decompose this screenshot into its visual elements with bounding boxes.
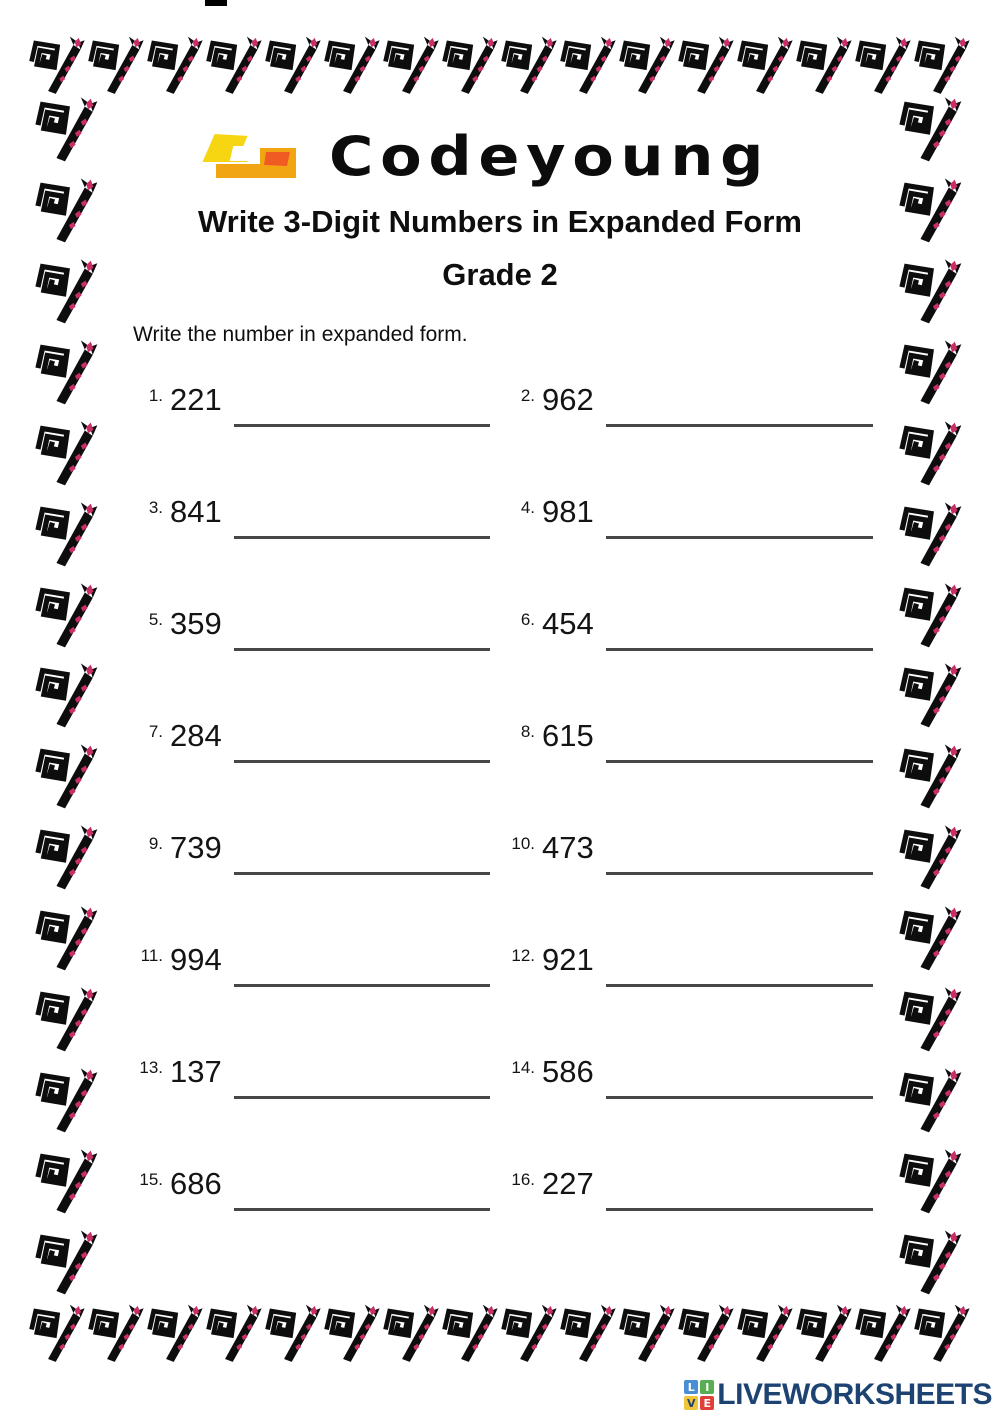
codeyoung-logo-icon [193, 126, 311, 192]
swirl-ornament-icon [323, 34, 382, 96]
swirl-ornament-icon [441, 34, 500, 96]
swirl-ornament-icon [34, 1229, 100, 1295]
border-bottom [28, 1302, 972, 1366]
answer-line-input[interactable] [234, 1167, 490, 1211]
problem-value: 981 [542, 494, 594, 529]
swirl-ornament-icon [913, 1302, 972, 1364]
answer-line-input[interactable] [606, 831, 873, 875]
swirl-ornament-icon [618, 34, 677, 96]
swirl-ornament-icon [34, 1148, 100, 1214]
problem-value: 841 [170, 494, 222, 529]
top-edge-mark [205, 0, 227, 6]
swirl-ornament-icon [559, 1302, 618, 1364]
problem-item [133, 383, 490, 427]
swirl-ornament-icon [898, 662, 964, 728]
problem-number: 8. [520, 722, 535, 741]
swirl-ornament-icon [500, 1302, 559, 1364]
problem-number: 7. [148, 722, 163, 741]
swirl-ornament-icon [382, 34, 441, 96]
answer-line-input[interactable] [606, 607, 873, 651]
problem-item [505, 383, 873, 427]
problem-value: 473 [542, 830, 594, 865]
answer-line-input[interactable] [606, 943, 873, 987]
swirl-ornament-icon [87, 34, 146, 96]
answer-line-input[interactable] [606, 719, 873, 763]
problem-item [505, 1055, 873, 1099]
problem-value: 359 [170, 606, 222, 641]
swirl-ornament-icon [34, 824, 100, 890]
swirl-ornament-icon [898, 1067, 964, 1133]
problem-value: 221 [170, 382, 222, 417]
problem-number: 5. [148, 610, 163, 629]
problem-value: 227 [542, 1166, 594, 1201]
problem-item [505, 943, 873, 987]
swirl-ornament-icon [34, 420, 100, 486]
problem-value: 962 [542, 382, 594, 417]
problem-number: 13. [139, 1058, 163, 1077]
swirl-ornament-icon [34, 96, 100, 162]
swirl-ornament-icon [441, 1302, 500, 1364]
answer-line-input[interactable] [234, 831, 490, 875]
answer-line-input[interactable] [234, 383, 490, 427]
lw-square-i: I [700, 1380, 714, 1394]
swirl-ornament-icon [677, 34, 736, 96]
problem-number: 16. [511, 1170, 535, 1189]
answer-line-input[interactable] [606, 1055, 873, 1099]
answer-line-input[interactable] [606, 495, 873, 539]
codeyoung-wordmark: Codeyoung [329, 125, 771, 188]
problem-item [133, 943, 490, 987]
swirl-ornament-icon [34, 986, 100, 1052]
swirl-ornament-icon [264, 34, 323, 96]
border-top [28, 34, 972, 98]
problem-item [133, 607, 490, 651]
swirl-ornament-icon [898, 986, 964, 1052]
swirl-ornament-icon [34, 582, 100, 648]
lw-square-v: V [684, 1396, 698, 1410]
swirl-ornament-icon [618, 1302, 677, 1364]
answer-line-input[interactable] [234, 943, 490, 987]
answer-line-input[interactable] [234, 495, 490, 539]
codeyoung-logo [193, 125, 771, 192]
problem-value: 686 [170, 1166, 222, 1201]
swirl-ornament-icon [382, 1302, 441, 1364]
liveworksheets-icon [684, 1380, 714, 1410]
swirl-ornament-icon [898, 1229, 964, 1295]
swirl-ornament-icon [898, 420, 964, 486]
problem-value: 739 [170, 830, 222, 865]
answer-line-input[interactable] [234, 1055, 490, 1099]
swirl-ornament-icon [854, 1302, 913, 1364]
swirl-ornament-icon [323, 1302, 382, 1364]
problem-item [133, 831, 490, 875]
swirl-ornament-icon [34, 743, 100, 809]
swirl-ornament-icon [264, 1302, 323, 1364]
swirl-ornament-icon [559, 34, 618, 96]
swirl-ornament-icon [205, 34, 264, 96]
swirl-ornament-icon [34, 905, 100, 971]
problem-item [505, 1167, 873, 1211]
problem-number: 12. [511, 946, 535, 965]
swirl-ornament-icon [795, 34, 854, 96]
problem-number: 4. [520, 498, 535, 517]
swirl-ornament-icon [898, 501, 964, 567]
answer-line-input[interactable] [234, 607, 490, 651]
swirl-ornament-icon [898, 339, 964, 405]
swirl-ornament-icon [34, 662, 100, 728]
swirl-ornament-icon [28, 1302, 87, 1364]
problem-item [133, 495, 490, 539]
problem-number: 14. [511, 1058, 535, 1077]
answer-line-input[interactable] [234, 719, 490, 763]
swirl-ornament-icon [898, 743, 964, 809]
swirl-ornament-icon [898, 582, 964, 648]
swirl-ornament-icon [28, 34, 87, 96]
lw-square-l: L [684, 1380, 698, 1394]
swirl-ornament-icon [146, 1302, 205, 1364]
problem-number: 1. [148, 386, 163, 405]
problem-number: 6. [520, 610, 535, 629]
worksheet-grade: Grade 2 [442, 257, 558, 292]
swirl-ornament-icon [898, 824, 964, 890]
problem-item [133, 719, 490, 763]
answer-line-input[interactable] [606, 383, 873, 427]
problem-item [505, 607, 873, 651]
swirl-ornament-icon [736, 34, 795, 96]
problem-number: 15. [139, 1170, 163, 1189]
lw-square-e: E [700, 1396, 714, 1410]
problem-number: 3. [148, 498, 163, 517]
problem-value: 137 [170, 1054, 222, 1089]
swirl-ornament-icon [34, 501, 100, 567]
answer-line-input[interactable] [606, 1167, 873, 1211]
problem-number: 2. [520, 386, 535, 405]
problem-number: 11. [140, 946, 163, 965]
problem-number: 9. [148, 834, 163, 853]
swirl-ornament-icon [913, 34, 972, 96]
swirl-ornament-icon [898, 905, 964, 971]
problem-value: 615 [542, 718, 594, 753]
worksheet-title: Write 3-Digit Numbers in Expanded Form [197, 204, 802, 239]
swirl-ornament-icon [854, 34, 913, 96]
swirl-ornament-icon [736, 1302, 795, 1364]
problem-value: 921 [542, 942, 594, 977]
problem-value: 994 [170, 942, 222, 977]
liveworksheets-wordmark: LIVEWORKSHEETS [717, 1378, 992, 1411]
problem-value: 454 [542, 606, 594, 641]
problems-grid [133, 383, 873, 1279]
problem-item [505, 719, 873, 763]
swirl-ornament-icon [500, 34, 559, 96]
swirl-ornament-icon [146, 34, 205, 96]
problem-item [505, 495, 873, 539]
swirl-ornament-icon [898, 1148, 964, 1214]
liveworksheets-logo[interactable] [681, 1378, 992, 1412]
problem-value: 586 [542, 1054, 594, 1089]
swirl-ornament-icon [205, 1302, 264, 1364]
swirl-ornament-icon [677, 1302, 736, 1364]
problem-item [133, 1055, 490, 1099]
swirl-ornament-icon [898, 96, 964, 162]
problem-value: 284 [170, 718, 222, 753]
instruction-text: Write the number in expanded form. [133, 323, 468, 346]
swirl-ornament-icon [795, 1302, 854, 1364]
problem-item [133, 1167, 490, 1211]
problem-item [505, 831, 873, 875]
swirl-ornament-icon [34, 339, 100, 405]
problem-number: 10. [511, 834, 535, 853]
swirl-ornament-icon [34, 1067, 100, 1133]
swirl-ornament-icon [87, 1302, 146, 1364]
